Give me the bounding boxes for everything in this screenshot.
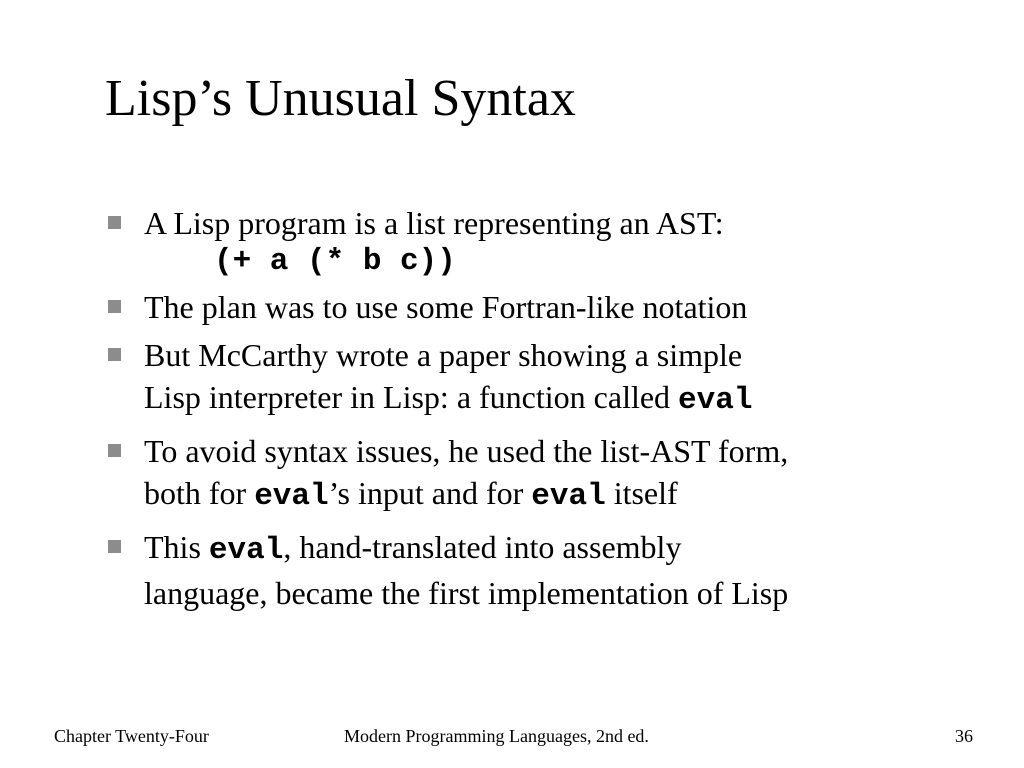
bullet-text-line: To avoid syntax issues, he used the list-AST form, (144, 433, 789, 469)
footer-book-title: Modern Programming Languages, 2nd ed. (344, 726, 649, 746)
bullet-item (108, 202, 988, 280)
inline-code: eval (531, 479, 606, 514)
square-bullet-icon (108, 216, 121, 229)
bullet-item (108, 334, 988, 422)
bullet-list (108, 202, 988, 622)
inline-code: eval (678, 383, 753, 418)
bullet-item (108, 286, 988, 328)
square-bullet-icon (108, 300, 121, 313)
bullet-text-line: Lisp interpreter in Lisp: a function called (144, 379, 679, 415)
bullet-text: A Lisp program is a list representing an AST: (144, 205, 724, 241)
bullet-text: The plan was to use some Fortran-like notation (144, 289, 748, 325)
square-bullet-icon (108, 444, 121, 457)
bullet-text-fragment: itself (605, 475, 678, 511)
bullet-item (108, 430, 988, 518)
code-example: (+ a (* b c)) (214, 244, 456, 279)
footer-chapter: Chapter Twenty-Four (54, 726, 209, 746)
bullet-item (108, 526, 988, 614)
bullet-text-line: But McCarthy wrote a paper showing a simple (144, 337, 743, 373)
square-bullet-icon (108, 348, 121, 361)
bullet-text-fragment: , hand-translated into assembly (283, 529, 682, 565)
bullet-text-fragment: both for (144, 475, 255, 511)
page-number: 36 (955, 726, 973, 746)
square-bullet-icon (108, 540, 121, 553)
bullet-text-fragment: ’s input and for (328, 475, 532, 511)
bullet-text-fragment: This (144, 529, 209, 565)
bullet-text-line: language, became the first implementation of Lisp (144, 575, 789, 611)
inline-code: eval (208, 533, 284, 568)
slide-title: Lisp’s Unusual Syntax (105, 70, 576, 127)
inline-code: eval (254, 479, 329, 514)
